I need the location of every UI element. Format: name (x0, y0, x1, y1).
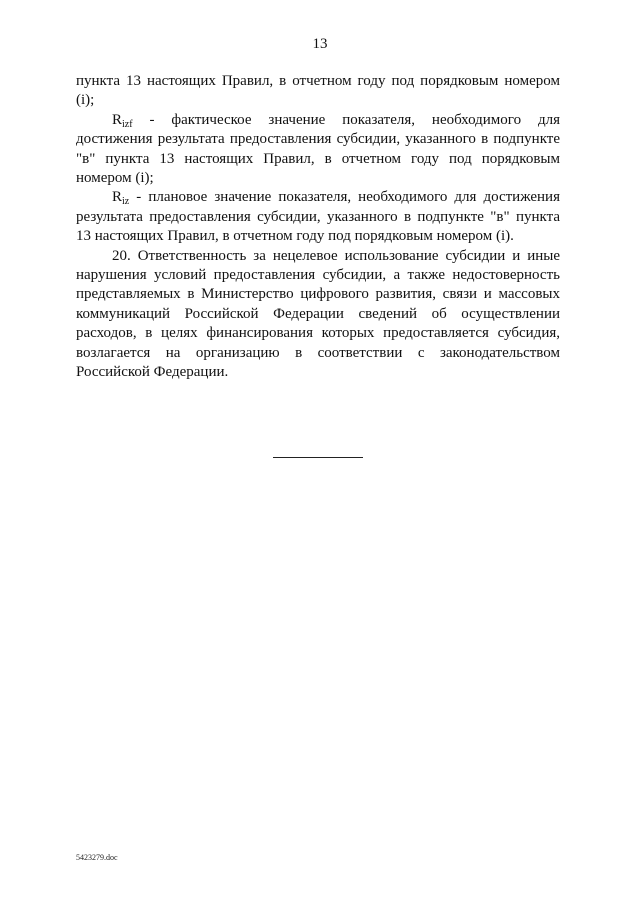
formula-subscript-iz: iz (122, 196, 130, 208)
formula-symbol-r: R (112, 189, 123, 206)
paragraph-riz-definition (76, 188, 560, 246)
formula-subscript-izf: izf (122, 118, 133, 130)
footer-filename: 5423279.doc (76, 853, 118, 862)
formula-symbol-r: R (112, 111, 123, 128)
paragraph-rizf-definition (76, 111, 560, 189)
page-number: 13 (312, 36, 328, 52)
rizf-definition-text: - фактическое значение показателя, необходимого для достижения результата предоставления субсидии, указанного в подпункте "в" пункта 13 настоящих Правил, в отчетном году под порядковым номером (i); (76, 111, 560, 187)
paragraph-continuation: пункта 13 настоящих Правил, в отчетном году под порядковым номером (i); (76, 73, 560, 109)
end-separator-line (273, 457, 363, 458)
document-body (76, 72, 560, 383)
riz-definition-text: - плановое значение показателя, необходимого для достижения результата предоставления субсидии, указанного в подпункте "в" пункта 13 настоящих Правил, в отчетном году под порядковым номером (i). (76, 189, 560, 245)
paragraph-20-responsibility: 20. Ответственность за нецелевое использование субсидии и иные нарушения условий предоставления субсидии, а также недостоверность представляемых в Министерство цифрового развития, связи и массовых коммуникаций Российской Федерации сведений об осуществлении расходов, в целях финансирования которых предоставляется субсидия, возлагается на организацию в соответствии с законодательством Российской Федерации. (76, 247, 560, 381)
